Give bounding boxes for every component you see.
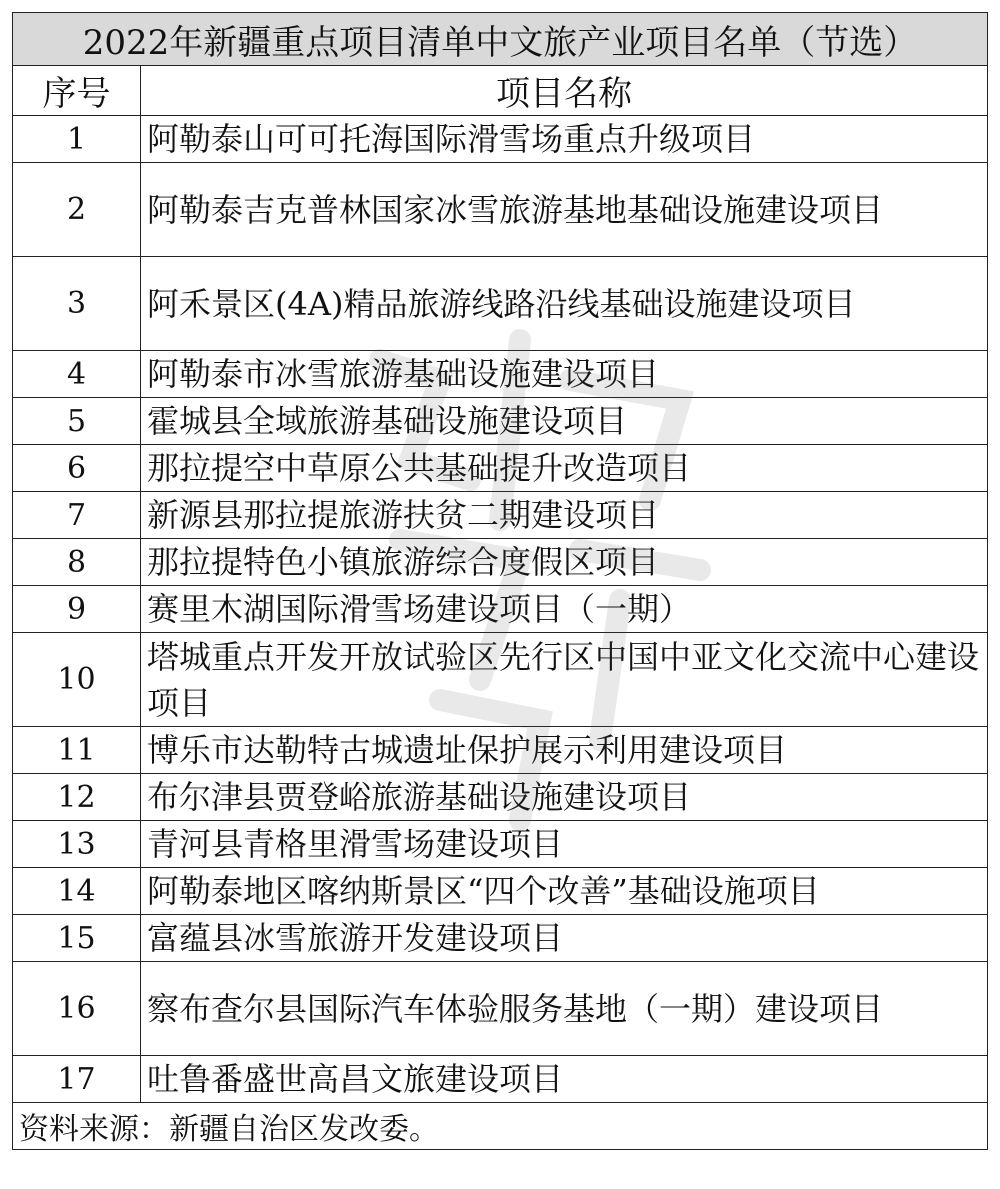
row-number: 13 <box>13 821 141 868</box>
header-num: 序号 <box>13 66 141 116</box>
table-row <box>13 962 988 1056</box>
project-name: 赛里木湖国际滑雪场建设项目（一期） <box>141 586 988 633</box>
project-name: 那拉提特色小镇旅游综合度假区项目 <box>141 539 988 586</box>
project-name: 富蕴县冰雪旅游开发建设项目 <box>141 915 988 962</box>
table-row <box>13 539 988 586</box>
table-row <box>13 821 988 868</box>
project-name: 霍城县全域旅游基础设施建设项目 <box>141 398 988 445</box>
project-name: 察布查尔县国际汽车体验服务基地（一期）建设项目 <box>141 962 988 1056</box>
table-row <box>13 868 988 915</box>
project-name: 新源县那拉提旅游扶贫二期建设项目 <box>141 492 988 539</box>
row-number: 4 <box>13 351 141 398</box>
table-row <box>13 398 988 445</box>
project-name: 阿勒泰山可可托海国际滑雪场重点升级项目 <box>141 116 988 163</box>
table-row <box>13 163 988 257</box>
project-name: 阿勒泰地区喀纳斯景区“四个改善”基础设施项目 <box>141 868 988 915</box>
row-number: 5 <box>13 398 141 445</box>
header-name: 项目名称 <box>141 66 988 116</box>
table-row <box>13 351 988 398</box>
project-name: 塔城重点开发开放试验区先行区中国中亚文化交流中心建设项目 <box>141 633 988 727</box>
table-row <box>13 116 988 163</box>
row-number: 14 <box>13 868 141 915</box>
project-name: 布尔津县贾登峪旅游基础设施建设项目 <box>141 774 988 821</box>
project-table <box>12 12 988 1150</box>
table-row <box>13 1056 988 1103</box>
project-name: 博乐市达勒特古城遗址保护展示利用建设项目 <box>141 727 988 774</box>
table-row <box>13 915 988 962</box>
table-row <box>13 727 988 774</box>
document-table-wrapper <box>12 12 988 1150</box>
table-row <box>13 586 988 633</box>
row-number: 11 <box>13 727 141 774</box>
row-number: 6 <box>13 445 141 492</box>
table-title: 2022年新疆重点项目清单中文旅产业项目名单（节选） <box>13 13 988 66</box>
project-name: 阿勒泰市冰雪旅游基础设施建设项目 <box>141 351 988 398</box>
row-number: 7 <box>13 492 141 539</box>
row-number: 10 <box>13 633 141 727</box>
project-name: 那拉提空中草原公共基础提升改造项目 <box>141 445 988 492</box>
table-row <box>13 445 988 492</box>
row-number: 17 <box>13 1056 141 1103</box>
source-note: 资料来源：新疆自治区发改委。 <box>13 1103 988 1150</box>
row-number: 9 <box>13 586 141 633</box>
row-number: 16 <box>13 962 141 1056</box>
row-number: 8 <box>13 539 141 586</box>
table-row <box>13 257 988 351</box>
project-name: 阿禾景区(4A)精品旅游线路沿线基础设施建设项目 <box>141 257 988 351</box>
row-number: 12 <box>13 774 141 821</box>
project-name: 阿勒泰吉克普林国家冰雪旅游基地基础设施建设项目 <box>141 163 988 257</box>
row-number: 1 <box>13 116 141 163</box>
table-row <box>13 492 988 539</box>
project-name: 青河县青格里滑雪场建设项目 <box>141 821 988 868</box>
project-name: 吐鲁番盛世高昌文旅建设项目 <box>141 1056 988 1103</box>
row-number: 15 <box>13 915 141 962</box>
table-row <box>13 633 988 727</box>
table-row <box>13 774 988 821</box>
row-number: 2 <box>13 163 141 257</box>
row-number: 3 <box>13 257 141 351</box>
